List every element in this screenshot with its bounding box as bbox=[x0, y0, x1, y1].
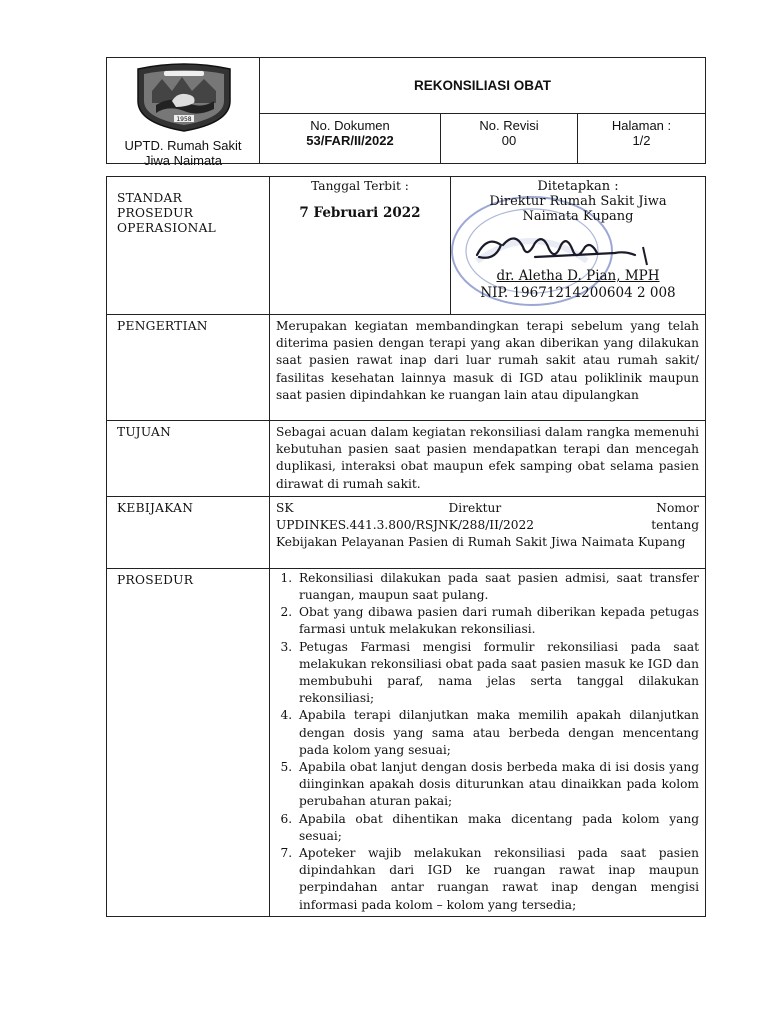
procedure-label: PROSEDUR bbox=[107, 568, 270, 916]
institution-line-1: UPTD. Rumah Sakit bbox=[124, 138, 242, 153]
issue-date-value: 7 Februari 2022 bbox=[299, 205, 421, 221]
page-cell bbox=[578, 114, 706, 164]
policy-label: KEBIJAKAN bbox=[107, 496, 270, 568]
procedure-step: 5. Apabila obat lanjut dengan dosis berbeda maka di isi dosis yang diinginkan apakah dosis diturunkan atau dinaikkan pada kolom perubahan aturan pakai; bbox=[296, 759, 699, 811]
procedure-step: 1. Rekonsiliasi dilakukan pada saat pasien admisi, saat transfer ruangan, maupun saat pulang. bbox=[296, 570, 699, 604]
page-value: 1/2 bbox=[632, 133, 651, 148]
institution-line-2: Jiwa Naimata bbox=[143, 153, 223, 168]
hospital-logo-icon bbox=[132, 61, 236, 133]
sop-table bbox=[106, 176, 706, 917]
approver-line-2: Naimata Kupang bbox=[522, 209, 634, 224]
approval-cell bbox=[451, 177, 706, 315]
policy-line-1: SK Direktur Nomor bbox=[276, 500, 699, 515]
sop-label-line-1: STANDAR bbox=[117, 191, 183, 205]
signer-name: dr. Aletha D. Pian, MPH bbox=[496, 268, 660, 284]
doc-number-value: 53/FAR/II/2022 bbox=[306, 133, 394, 148]
purpose-label: TUJUAN bbox=[107, 421, 270, 497]
procedure-step: 6. Apabila obat dihentikan maka dicentang pada kolom yang sesuai; bbox=[296, 811, 699, 845]
page-label: Halaman : bbox=[611, 118, 672, 133]
approver-line-1: Direktur Rumah Sakit Jiwa bbox=[489, 194, 667, 209]
procedure-step: 7. Apoteker wajib melakukan rekonsiliasi pada saat pasien dipindahkan dari IGD ke ruangan rawat inap maupun perpindahan antar ruangan rawat inap dengan mengisi informasi pada kolom – kolom yang tersedia; bbox=[296, 845, 699, 914]
logo-cell bbox=[107, 58, 260, 168]
purpose-text: Sebagai acuan dalam kegiatan rekonsiliasi dalam rangka memenuhi kebutuhan pasien saat pasien mendapatkan terapi dan mencegah duplikasi, interaksi obat maupun efek samping obat selama pasien dirawat di rumah sakit. bbox=[270, 421, 706, 497]
procedure-list bbox=[276, 570, 699, 914]
revision-label: No. Revisi bbox=[479, 118, 539, 133]
sop-label-line-3: OPERASIONAL bbox=[117, 221, 217, 235]
approved-label: Ditetapkan : bbox=[537, 179, 619, 194]
procedure-cell bbox=[270, 568, 706, 916]
signer-nip: NIP. 19671214200604 2 008 bbox=[480, 285, 676, 301]
doc-number-label: No. Dokumen bbox=[310, 118, 390, 133]
issue-date-label: Tanggal Terbit : bbox=[311, 179, 409, 193]
procedure-step: 3. Petugas Farmasi mengisi formulir rekonsiliasi pada saat melakukan rekonsiliasi obat pada saat pasien masuk ke IGD dan membubuhi paraf, nama jelas serta tanggal dilakukan rekonsiliasi; bbox=[296, 639, 699, 708]
definition-text: Merupakan kegiatan membandingkan terapi sebelum yang telah diterima pasien dengan terapi yang akan diberikan yang dilakukan saat pasien rawat inap dari luar rumah sakit atau rumah sakit/ fasilitas kesehatan lainnya masuk di IGD atau poliklinik maupun saat pasien dipindahkan ke ruangan lain atau dipulangkan bbox=[270, 315, 706, 421]
logo-year: 1958 bbox=[176, 116, 192, 123]
header-table bbox=[106, 57, 706, 168]
revision-cell bbox=[441, 114, 578, 164]
sop-label-cell bbox=[107, 177, 270, 315]
sop-label-line-2: PROSEDUR bbox=[117, 206, 194, 220]
policy-line-3: Kebijakan Pelayanan Pasien di Rumah Sakit Jiwa Naimata Kupang bbox=[276, 535, 686, 550]
procedure-step: 2. Obat yang dibawa pasien dari rumah diberikan kepada petugas farmasi untuk melakukan rekonsiliasi. bbox=[296, 604, 699, 638]
signature-icon bbox=[465, 227, 655, 271]
definition-label: PENGERTIAN bbox=[107, 315, 270, 421]
policy-line-2: UPDINKES.441.3.800/RSJNK/288/II/2022 tentang bbox=[276, 518, 699, 533]
doc-number-cell bbox=[260, 114, 441, 164]
procedure-step: 4. Apabila terapi dilanjutkan maka memilih apakah dilanjutkan dengan dosis yang sama atau berbeda dengan mencentang pada kolom yang sesuai; bbox=[296, 707, 699, 759]
document-title: REKONSILIASI OBAT bbox=[260, 58, 706, 114]
issue-date-cell bbox=[270, 177, 451, 315]
revision-value: 00 bbox=[501, 133, 517, 148]
policy-cell bbox=[270, 496, 706, 568]
